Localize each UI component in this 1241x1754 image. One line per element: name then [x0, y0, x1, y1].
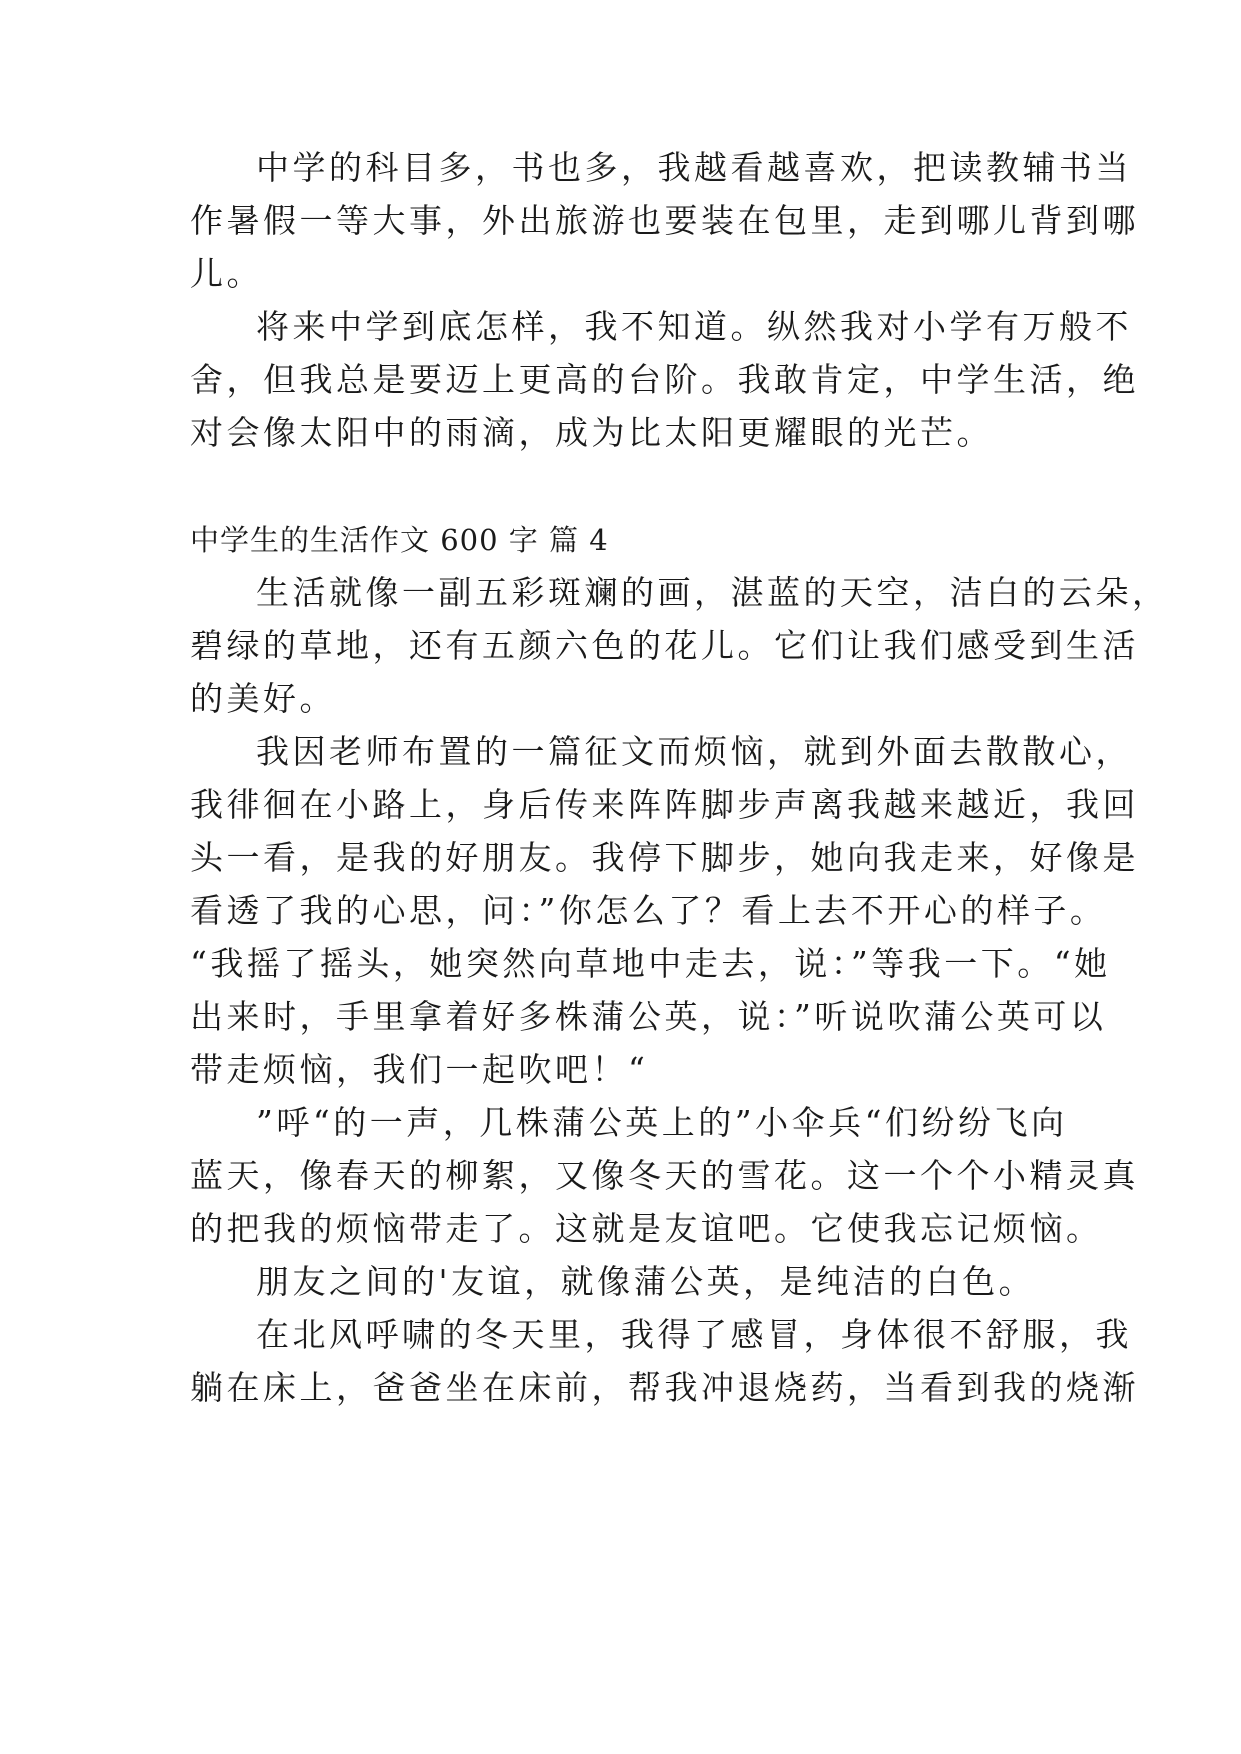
paragraph-line: “我摇了摇头，她突然向草地中走去，说：”等我一下。“她 [190, 944, 1111, 983]
paragraph-line: 生活就像一副五彩斑斓的画，湛蓝的天空，洁白的云朵， [256, 573, 1169, 612]
paragraph-line: 碧绿的草地，还有五颜六色的花儿。它们让我们感受到生活 [190, 626, 1139, 665]
paragraph-line: 出来时，手里拿着好多株蒲公英，说：”听说吹蒲公英可以 [190, 997, 1107, 1036]
paragraph-line: 朋友之间的'友谊，就像蒲公英，是纯洁的白色。 [256, 1262, 1036, 1301]
paragraph-line: 蓝天，像春天的柳絮，又像冬天的雪花。这一个个小精灵真 [190, 1156, 1139, 1195]
paragraph-line: 带走烦恼，我们一起吹吧！“ [190, 1050, 649, 1089]
paragraph-line: 在北风呼啸的冬天里，我得了感冒，身体很不舒服，我 [256, 1315, 1132, 1354]
paragraph-line: 中学的科目多，书也多，我越看越喜欢，把读教辅书当 [256, 148, 1132, 187]
paragraph-line: 我因老师布置的一篇征文而烦恼，就到外面去散散心， [256, 732, 1132, 771]
paragraph-line: 的美好。 [190, 679, 336, 718]
paragraph-line: 儿。 [190, 254, 263, 293]
paragraph-line: 头一看，是我的好朋友。我停下脚步，她向我走来，好像是 [190, 838, 1139, 877]
paragraph-line: 躺在床上，爸爸坐在床前，帮我冲退烧药，当看到我的烧渐 [190, 1368, 1139, 1407]
paragraph-line: 的把我的烦恼带走了。这就是友谊吧。它使我忘记烦恼。 [190, 1209, 1103, 1248]
paragraph-line: 我徘徊在小路上，身后传来阵阵脚步声离我越来越近，我回 [190, 785, 1139, 824]
paragraph-line: ”呼“的一声，几株蒲公英上的”小伞兵“们纷纷飞向 [256, 1103, 1068, 1142]
paragraph-line: 将来中学到底怎样，我不知道。纵然我对小学有万般不 [256, 307, 1132, 346]
section-heading: 中学生的生活作文 600 字 篇 4 [190, 523, 609, 557]
paragraph-line: 看透了我的心思，问：”你怎么了？看上去不开心的样子。 [190, 891, 1107, 930]
paragraph-line: 对会像太阳中的雨滴，成为比太阳更耀眼的光芒。 [190, 413, 993, 452]
paragraph-line: 作暑假一等大事，外出旅游也要装在包里，走到哪儿背到哪 [190, 201, 1139, 240]
paragraph-line: 舍，但我总是要迈上更高的台阶。我敢肯定，中学生活，绝 [190, 360, 1139, 399]
